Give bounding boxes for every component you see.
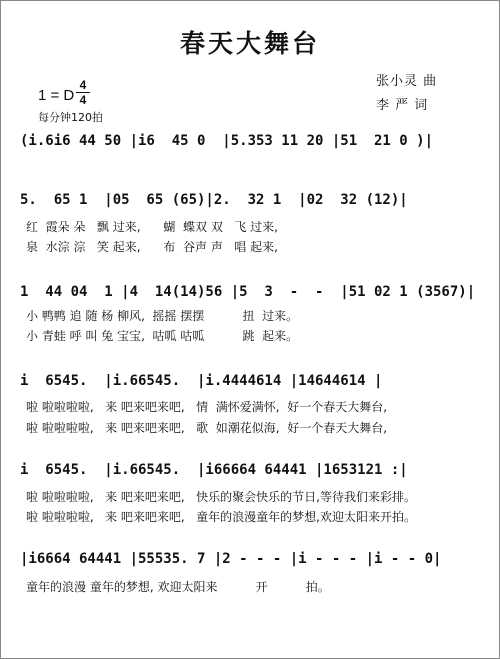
- notation-line-2: 5. 65 1 |05 65 (65)|2. 32 1 |02 32 (12)|: [20, 192, 408, 208]
- notation-line-6: |i6664 64441 |55535. 7 |2 - - - |i - - - |i - - 0|: [20, 551, 442, 567]
- composer-credit: 张小灵 曲: [376, 74, 438, 89]
- lyric-line-2-verse-1: 红 霞朵 朵 飘 过来, 蝴 蝶双 双 飞 过来,: [26, 220, 278, 234]
- key-signature: 1 = D: [38, 87, 75, 104]
- lyric-line-3-verse-2: 小 青蛙 呼 叫 兔 宝宝, 咕呱 咕呱 跳 起来。: [26, 329, 299, 343]
- time-signature-top: 4: [79, 78, 87, 92]
- time-signature-bottom: 4: [79, 93, 87, 107]
- notation-line-1: (i.6i6 44 50 |i6 45 0 |5.353 11 20 |51 21 0 )|: [20, 133, 434, 149]
- lyricist-credit: 李 严 词: [376, 98, 429, 113]
- lyric-line-3-verse-1: 小 鸭鸭 追 随 杨 柳风, 摇摇 摆摆 扭 过来。: [26, 309, 299, 323]
- time-signature: [76, 79, 90, 106]
- notation-line-3: 1 44 04 1 |4 14(14)56 |5 3 - - |51 02 1 (3567)|: [20, 284, 476, 300]
- notation-line-5: i 6545. |i.66545. |i66664 64441 |1653121 :|: [20, 462, 408, 478]
- lyric-line-5-verse-2: 啦 啦啦啦啦, 来 吧来吧来吧, 童年的浪漫童年的梦想,欢迎太阳来开拍。: [26, 510, 416, 524]
- lyric-line-6-verse-1: 童年的浪漫 童年的梦想, 欢迎太阳来 开 拍。: [26, 580, 330, 594]
- lyric-line-2-verse-2: 泉 水淙 淙 笑 起来, 布 谷声 声 唱 起来,: [26, 240, 278, 254]
- lyric-line-4-verse-1: 啦 啦啦啦啦, 来 吧来吧来吧, 情 满怀爱满怀, 好一个春天大舞台,: [26, 400, 388, 414]
- tempo-marking: 每分钟120拍: [38, 111, 103, 124]
- notation-line-4: i 6545. |i.66545. |i.4444614 |14644614 |: [20, 373, 383, 389]
- lyric-line-5-verse-1: 啦 啦啦啦啦, 来 吧来吧来吧, 快乐的聚会快乐的节日,等待我们来彩排。: [26, 490, 416, 504]
- song-title: 春天大舞台: [179, 29, 320, 58]
- lyric-line-4-verse-2: 啦 啦啦啦啦, 来 吧来吧来吧, 歌 如潮花似海, 好一个春天大舞台,: [26, 421, 388, 435]
